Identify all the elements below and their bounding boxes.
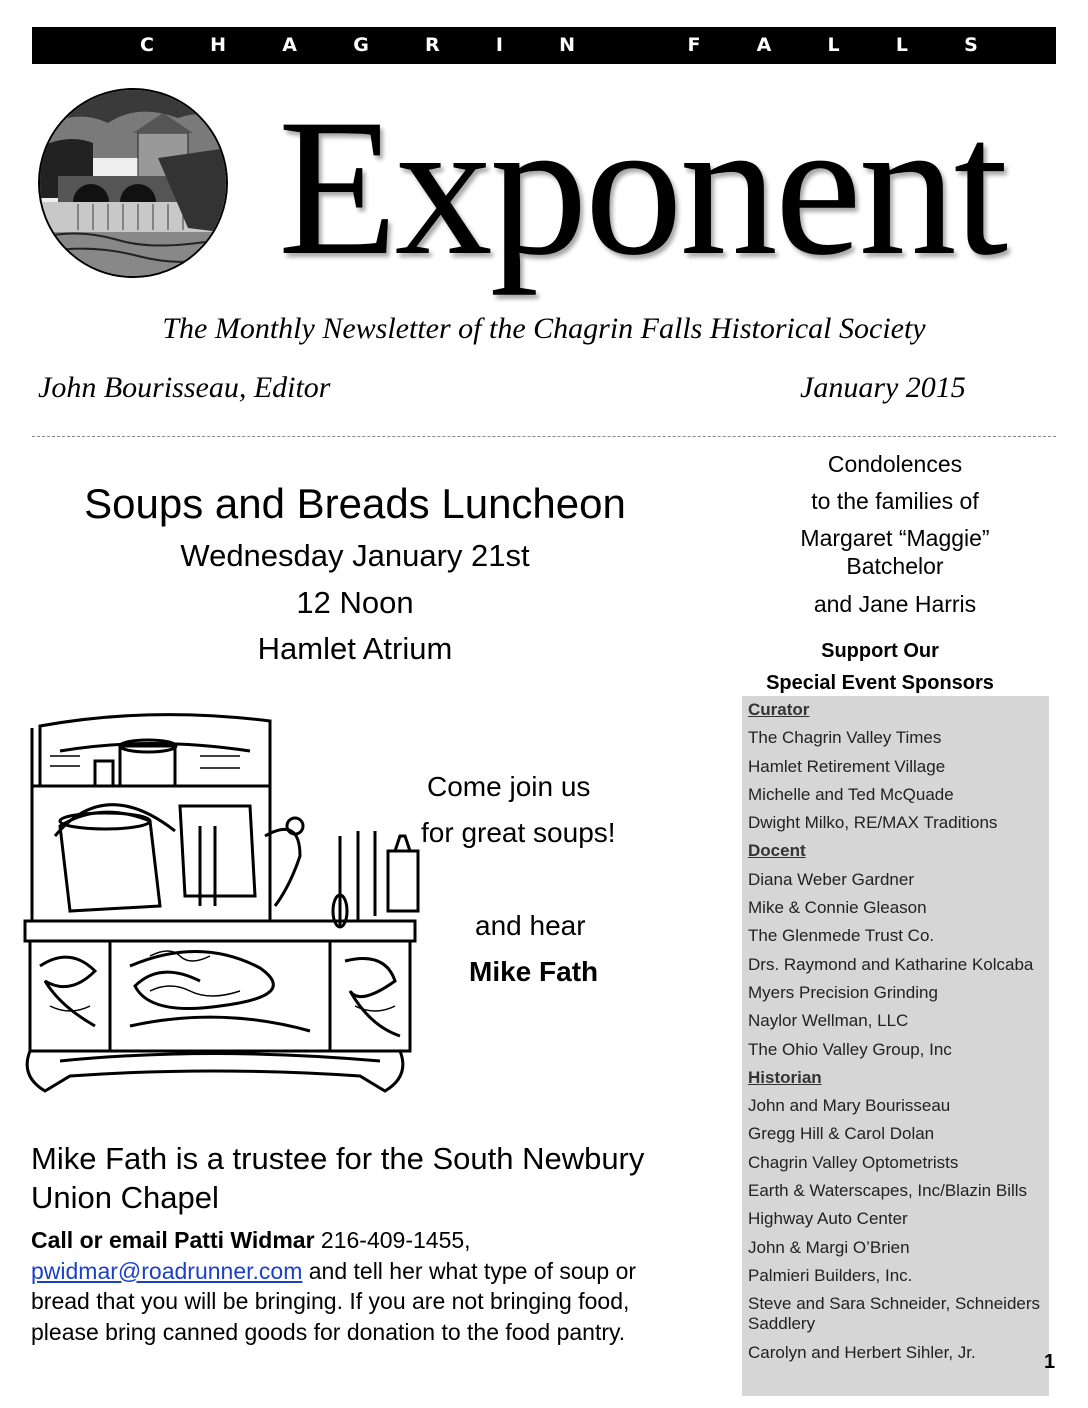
invite-line: Come join us bbox=[427, 771, 591, 802]
banner-letter: R bbox=[425, 34, 440, 56]
sponsor-item: Gregg Hill & Carol Dolan bbox=[748, 1124, 935, 1144]
sponsor-item: Diana Weber Gardner bbox=[748, 869, 914, 889]
banner-letter: G bbox=[353, 34, 369, 56]
condolences-line: Margaret “Maggie” Batchelor bbox=[800, 525, 990, 579]
sponsor-item: The Glenmede Trust Co. bbox=[748, 926, 935, 946]
section-divider bbox=[32, 436, 1056, 437]
sponsors-heading-line: Special Event Sponsors bbox=[766, 672, 994, 694]
invite-line: for great soups! bbox=[421, 817, 616, 848]
sponsor-item: The Ohio Valley Group, Inc bbox=[748, 1039, 952, 1059]
sponsor-item: Steve and Sara Schneider, Schneiders Saddlery bbox=[748, 1294, 1041, 1334]
banner-letter: H bbox=[210, 34, 227, 56]
sponsor-item: Palmieri Builders, Inc. bbox=[748, 1265, 913, 1285]
falls-engraving-logo bbox=[38, 88, 228, 278]
condolences-line: and Jane Harris bbox=[813, 591, 977, 617]
event-title: Soups and Breads Luncheon bbox=[84, 480, 626, 527]
event-time: 12 Noon bbox=[296, 585, 414, 620]
sponsor-item: The Chagrin Valley Times bbox=[748, 728, 942, 748]
sponsor-item: Carolyn and Herbert Sihler, Jr. bbox=[748, 1342, 976, 1362]
condolences-line: to the families of bbox=[811, 488, 979, 514]
sponsor-item: Earth & Waterscapes, Inc/Blazin Bills bbox=[748, 1181, 1028, 1201]
newsletter-title: Exponent bbox=[278, 79, 1006, 296]
event-place: Hamlet Atrium bbox=[257, 631, 453, 666]
sponsor-category: Historian bbox=[748, 1067, 822, 1087]
banner-letter: A bbox=[756, 34, 772, 56]
sponsor-item: Hamlet Retirement Village bbox=[748, 756, 946, 776]
sponsors-heading bbox=[740, 638, 1020, 702]
contact-paragraph bbox=[31, 1225, 671, 1347]
contact-phone: 216-409-1455, bbox=[314, 1227, 471, 1253]
sponsor-category: Curator bbox=[748, 700, 810, 719]
page-number: 1 bbox=[1044, 1351, 1056, 1373]
banner-letter: C bbox=[140, 34, 154, 56]
sponsor-item: Chagrin Valley Optometrists bbox=[748, 1152, 959, 1172]
banner-letter: F bbox=[687, 34, 701, 56]
sponsor-category: Docent bbox=[748, 841, 806, 861]
sponsor-item: Michelle and Ted McQuade bbox=[748, 784, 954, 804]
contact-instructions: and tell her what type of soup or bread that you will be bringing. If you are not bringing food, please bring canned goods for donation to the food pantry. bbox=[31, 1257, 637, 1345]
antique-stove-illustration bbox=[0, 706, 482, 1104]
masthead-banner bbox=[32, 27, 1056, 64]
sponsor-item: Highway Auto Center bbox=[748, 1209, 908, 1229]
condolences-notice bbox=[770, 450, 1020, 627]
sponsor-item: John & Margi O’Brien bbox=[748, 1237, 910, 1257]
banner-letter: A bbox=[282, 34, 297, 56]
editor-credit: John Bourisseau, Editor bbox=[38, 371, 331, 404]
contact-email-link[interactable]: pwidmar@roadrunner.com bbox=[31, 1257, 303, 1284]
sponsor-item: Myers Precision Grinding bbox=[748, 982, 938, 1002]
sponsor-list bbox=[748, 696, 1048, 1367]
banner-letter: L bbox=[895, 34, 908, 56]
condolences-line: Condolences bbox=[827, 451, 963, 477]
sponsor-item: Naylor Wellman, LLC bbox=[748, 1011, 909, 1031]
sponsor-item: Drs. Raymond and Katharine Kolcaba bbox=[748, 954, 1034, 974]
sponsor-item: John and Mary Bourisseau bbox=[748, 1096, 951, 1116]
contact-lead: Call or email Patti Widmar bbox=[31, 1227, 315, 1253]
issue-date: January 2015 bbox=[800, 371, 966, 404]
invite-line: and hear bbox=[475, 910, 586, 941]
sponsor-item: Mike & Connie Gleason bbox=[748, 898, 927, 918]
sponsor-item: Dwight Milko, RE/MAX Traditions bbox=[748, 813, 998, 833]
speaker-bio: Mike Fath is a trustee for the South Newbury Union Chapel bbox=[31, 1141, 645, 1215]
sponsors-heading-line: Support Our bbox=[821, 640, 939, 662]
speaker-name: Mike Fath bbox=[469, 956, 599, 987]
banner-letter: N bbox=[559, 34, 576, 56]
banner-letter: I bbox=[495, 34, 503, 56]
banner-letter: L bbox=[827, 34, 840, 56]
newsletter-subtitle: The Monthly Newsletter of the Chagrin Falls Historical Society bbox=[162, 312, 926, 345]
event-date: Wednesday January 21st bbox=[180, 538, 530, 573]
banner-letter: S bbox=[964, 34, 978, 56]
